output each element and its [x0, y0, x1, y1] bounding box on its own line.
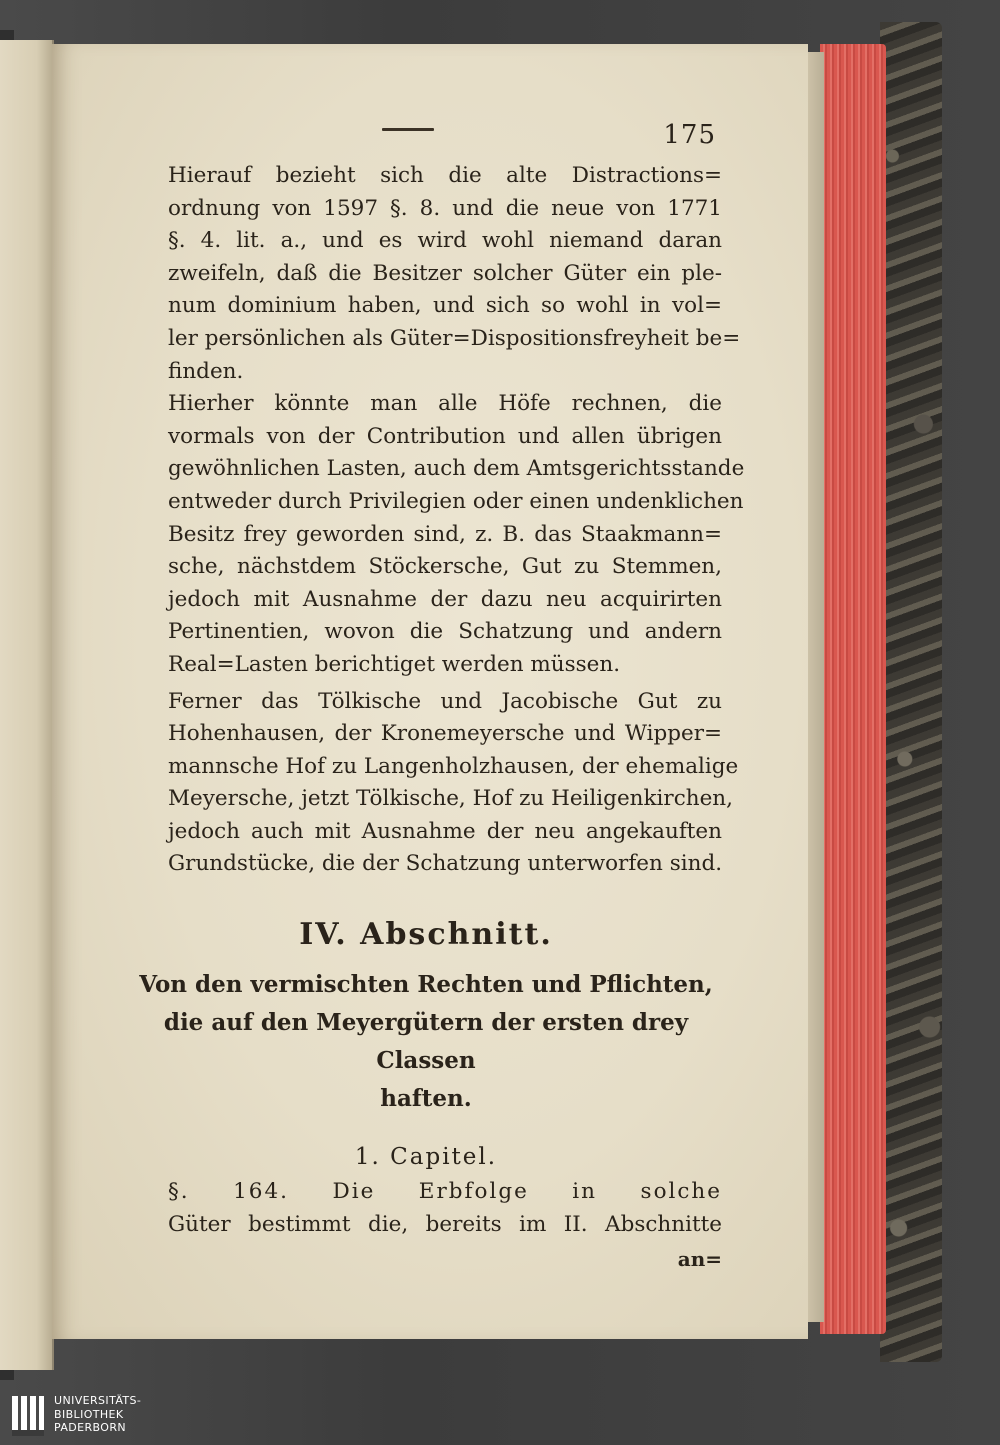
- page-text-block: [130, 120, 745, 1272]
- section-heading: IV. Abschnitt.: [299, 917, 553, 953]
- text-line: entweder durch Privilegien oder einen undenklichen: [168, 488, 744, 514]
- text-line: mannsche Hof zu Langenholzhausen, der ehemalige: [168, 753, 739, 779]
- library-logo-icon: [10, 1394, 46, 1438]
- catchword: an=: [677, 1247, 722, 1272]
- text-line: §. 4. lit. a., und es wird wohl niemand daran: [168, 228, 722, 254]
- chapter-heading: 1. Capitel.: [354, 1144, 498, 1171]
- paragraph-1: [130, 160, 741, 388]
- left-page-edge: [0, 40, 54, 1370]
- page-number: 175: [663, 120, 716, 150]
- logo-line: UNIVERSITÄTS-: [54, 1394, 142, 1407]
- text-line: vormals von der Contribution und allen übrigen: [168, 423, 722, 449]
- logo-line: PADERBORN: [54, 1421, 127, 1434]
- text-line: jedoch mit Ausnahme der dazu neu acquirirten: [168, 586, 722, 612]
- red-page-edges: [820, 44, 886, 1334]
- text-line: Hohenhausen, der Kronemeyersche und Wipper=: [168, 721, 722, 747]
- text-line: Besitz frey geworden sind, z. B. das Staakmann=: [168, 521, 722, 547]
- paragraph-4: [130, 1176, 722, 1241]
- text-line: Grundstücke, die der Schatzung unterworfen sind.: [168, 851, 723, 877]
- text-line: zweifeln, daß die Besitzer solcher Güter ein ple-: [168, 260, 722, 286]
- text-line: sche, nächstdem Stöckersche, Gut zu Stemmen,: [168, 554, 722, 580]
- library-logo: [6, 1392, 166, 1442]
- subtitle-line: die auf den Meyergütern der ersten drey Classen: [163, 1009, 689, 1075]
- running-head: [130, 120, 722, 160]
- text-line: Pertinentien, wovon die Schatzung und andern: [168, 619, 722, 645]
- page-stack-shadow: [806, 52, 824, 1322]
- text-line: num dominium haben, und sich so wohl in vol=: [168, 293, 722, 319]
- text-line: Meyersche, jetzt Tölkische, Hof zu Heiligenkirchen,: [168, 786, 733, 812]
- text-line: §. 164. Die Erbfolge in solche: [168, 1179, 722, 1205]
- paragraph-3: [130, 686, 739, 882]
- book-page: [52, 44, 808, 1339]
- text-line: Ferner das Tölkische und Jacobische Gut zu: [168, 688, 722, 714]
- text-line: Real=Lasten berichtiget werden müssen.: [168, 651, 621, 677]
- subtitle-line: Von den vermischten Rechten und Pflichten,: [139, 971, 713, 999]
- text-line: ordnung von 1597 §. 8. und die neue von 1771: [168, 195, 722, 221]
- logo-line: BIBLIOTHEK: [54, 1407, 124, 1421]
- text-line: Hierauf bezieht sich die alte Distractions=: [168, 163, 722, 188]
- text-line: gewöhnlichen Lasten, auch dem Amtsgerichtsstande: [168, 456, 745, 482]
- section-subtitle: [130, 966, 722, 1118]
- text-line: ler persönlichen als Güter=Dispositionsfreyheit be=: [168, 325, 741, 351]
- text-line: Güter bestimmt die, bereits im II. Abschnitte: [168, 1211, 722, 1237]
- library-logo-text: [54, 1394, 141, 1435]
- text-line: jedoch auch mit Ausnahme der neu angekauften: [168, 818, 722, 844]
- text-line: finden.: [168, 358, 244, 384]
- subtitle-line: haften.: [380, 1085, 472, 1113]
- paragraph-2: [130, 388, 745, 681]
- marbled-back-cover: [880, 22, 942, 1362]
- header-ornament-rule: [382, 128, 434, 131]
- text-line: Hierher könnte man alle Höfe rechnen, die: [168, 391, 722, 417]
